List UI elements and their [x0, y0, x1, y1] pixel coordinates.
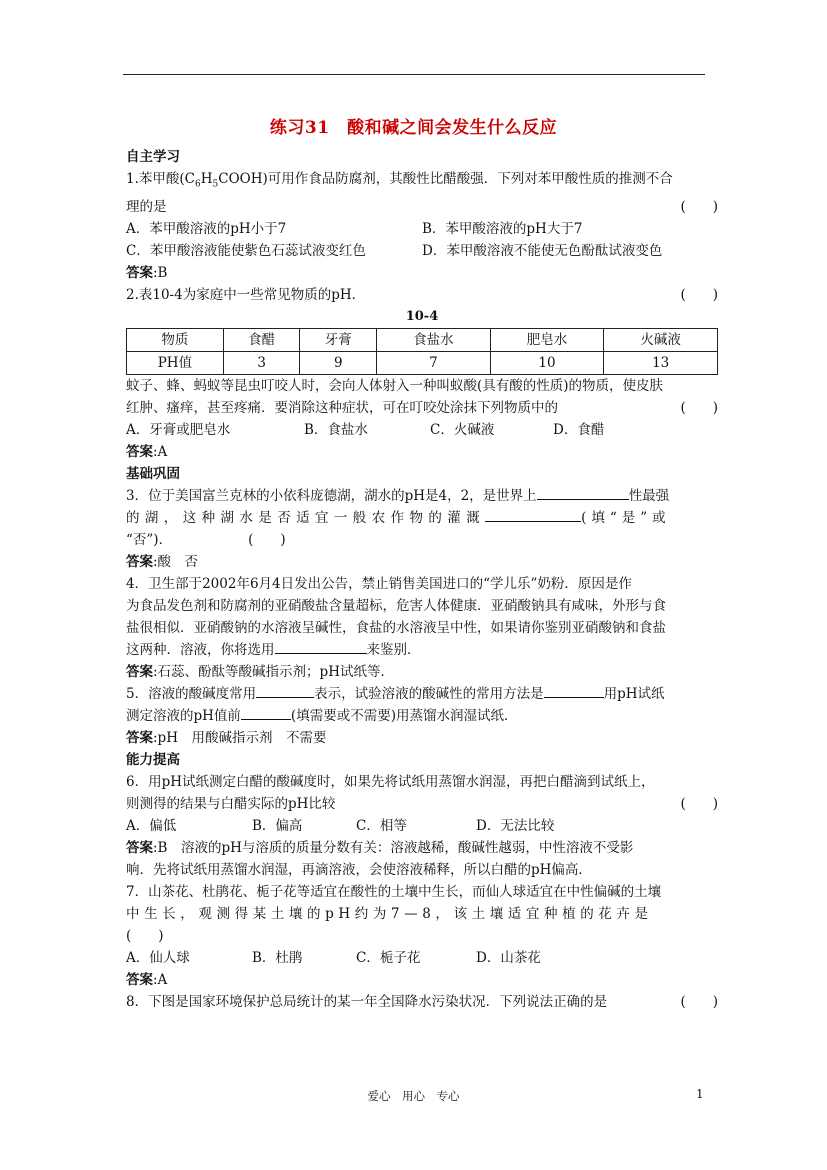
option-c: C．苯甲酸溶液能使紫色石蕊试液变红色: [126, 242, 366, 259]
option-a: A．牙膏或肥皂水: [126, 421, 231, 438]
table-cell: 10: [490, 351, 604, 374]
question-3-line-1: 3．位于美国富兰克林的小依科庞德湖，湖水的pH是4，2，是世界上 性最强: [126, 485, 718, 507]
table-cell: 9: [300, 351, 377, 374]
option-b: B．偏高: [252, 817, 303, 834]
page-number: 1: [696, 1087, 704, 1101]
question-4-line-3: 盐很相似．亚硝酸钠的水溶液呈碱性，食盐的水溶液呈中性，如果请你鉴别亚硝酸钠和食盐: [126, 619, 666, 636]
answer-bracket: ( ): [680, 795, 718, 812]
question-2-answer: 答案:A: [126, 443, 168, 460]
fill-blank: [256, 683, 314, 698]
question-6-line-2: 则测得的结果与白醋实际的pH比较 ( ): [126, 793, 718, 815]
fill-blank: [485, 507, 581, 522]
table-cell: 物质: [127, 328, 224, 351]
option-c: C．栀子花: [356, 949, 421, 966]
question-7-answer: 答案:A: [126, 971, 168, 988]
table-cell: 13: [604, 351, 718, 374]
question-3-answer: 答案:酸 否: [126, 553, 199, 570]
table-cell: 3: [223, 351, 300, 374]
option-d: D．食醋: [553, 421, 605, 438]
answer-bracket: ( ): [680, 399, 718, 416]
table-caption: 10-4: [405, 308, 439, 324]
question-1-options-row-1: [126, 218, 718, 240]
answer-bracket: ( ): [680, 286, 718, 303]
option-b: B．苯甲酸溶液的pH大于7: [422, 220, 583, 237]
question-1-line-2: 理的是 ( ): [126, 196, 718, 218]
table-cell: 肥皂水: [490, 328, 604, 351]
option-b: B．杜鹃: [252, 949, 303, 966]
question-7-options: [126, 947, 718, 969]
question-6-answer-line-2: 响．先将试纸用蒸馏水润湿，再滴溶液，会使溶液稀释，所以白醋的pH偏高．: [126, 861, 592, 878]
table-header-row: [127, 328, 718, 351]
question-6-options: [126, 815, 718, 837]
option-a: A．偏低: [126, 817, 177, 834]
question-3-line-2: 的湖，这种湖水是否适宜一般农作物的灌溉 (填“是”或: [126, 507, 718, 529]
table-row: [127, 351, 718, 374]
option-d: D．无法比较: [476, 817, 555, 834]
exercise-content: [126, 146, 718, 1013]
table-cell: 7: [377, 351, 491, 374]
fill-blank: [544, 683, 604, 698]
section-heading-basic: 基础巩固: [126, 465, 180, 482]
question-1-options-row-2: [126, 240, 718, 262]
table-cell: 食醋: [223, 328, 300, 351]
option-c: C．相等: [356, 817, 407, 834]
question-8-line-1: 8．下图是国家环境保护总局统计的某一年全国降水污染状况．下列说法正确的是 ( ): [126, 991, 718, 1013]
option-a: A．苯甲酸溶液的pH小于7: [126, 220, 287, 237]
question-7-line-3: ( ): [126, 927, 164, 944]
question-2-line-1: 2.表10-4为家庭中一些常见物质的pH． ( ): [126, 284, 718, 306]
question-1-answer: 答案:B: [126, 264, 168, 281]
question-3-line-3: “否”)． ( ): [126, 531, 286, 548]
fill-blank: [537, 485, 629, 500]
answer-bracket: ( ): [248, 531, 286, 548]
question-4-line-4: 这两种．溶液，你将选用 来鉴别．: [126, 639, 718, 661]
question-2-line-2: 蚊子、蜂、蚂蚁等昆虫叮咬人时，会向人体射入一种叫蚁酸(具有酸的性质)的物质，使皮肤: [126, 377, 664, 394]
section-heading-advanced: 能力提高: [126, 751, 180, 768]
question-2-line-3: 红肿、瘙痒，甚至疼痛．要消除这种症状，可在叮咬处涂抹下列物质中的 ( ): [126, 397, 718, 419]
table-cell: 牙膏: [300, 328, 377, 351]
question-7-line-2: 中生长，观测得某土壤的pH约为7—8，该土壤适宜种植的花卉是: [126, 905, 653, 922]
question-4-line-1: 4．卫生部于2002年6月4日发出公告，禁止销售美国进口的“学儿乐”奶粉．原因是作: [126, 575, 632, 592]
question-5-line-1: 5．溶液的酸碱度常用 表示，试验溶液的酸碱性的常用方法是 用pH试纸: [126, 683, 718, 705]
question-6-line-1: 6．用pH试纸测定白醋的酸碱度时，如果先将试纸用蒸馏水润湿，再把白醋滴到试纸上，: [126, 773, 655, 790]
fill-blank: [275, 639, 367, 654]
option-d: D．苯甲酸溶液不能使无色酚酞试液变色: [422, 242, 663, 259]
answer-bracket: ( ): [680, 993, 718, 1010]
page-title: 练习31 酸和碱之间会发生什么反应: [269, 118, 558, 138]
option-c: C．火碱液: [430, 421, 495, 438]
option-a: A．仙人球: [126, 949, 190, 966]
question-6-answer-line-1: 答案:B 溶液的pH与溶质的质量分数有关：溶液越稀，酸碱性越弱，中性溶液不受影: [126, 839, 634, 856]
question-4-line-2: 为食品发色剂和防腐剂的亚硝酸盐含量超标，危害人体健康．亚硝酸钠具有咸味，外形与食: [126, 597, 666, 614]
page-footer: 爱心 用心 专心: [367, 1089, 460, 1103]
question-5-line-2: 测定溶液的pH值前 (填需要或不需要)用蒸馏水润湿试纸．: [126, 705, 718, 727]
header-rule: [123, 74, 705, 75]
ph-table: [126, 328, 718, 375]
fill-blank: [241, 705, 291, 720]
option-b: B．食盐水: [304, 421, 368, 438]
section-heading-self-study: 自主学习: [126, 149, 180, 165]
option-d: D．山茶花: [476, 949, 541, 966]
question-4-answer: 答案:石蕊、酚酞等酸碱指示剂；pH试纸等．: [126, 663, 394, 680]
table-cell: 火碱液: [604, 328, 718, 351]
question-5-answer: 答案:pH 用酸碱指示剂 不需要: [126, 729, 327, 746]
question-7-line-1: 7．山茶花、杜鹃花、栀子花等适宜在酸性的土壤中生长，而仙人球适宜在中性偏碱的土壤: [126, 883, 662, 900]
table-cell: PH值: [127, 351, 224, 374]
question-1-line-1: 1.苯甲酸$(C_6H_5COOH)$可用作食品防腐剂，其酸性比醋酸强．下列对苯甲酸性质的推测不合: [126, 171, 673, 190]
table-cell: 食盐水: [377, 328, 491, 351]
answer-text: :B: [153, 264, 168, 281]
answer-bracket: ( ): [680, 198, 718, 215]
question-2-options: [126, 419, 718, 441]
